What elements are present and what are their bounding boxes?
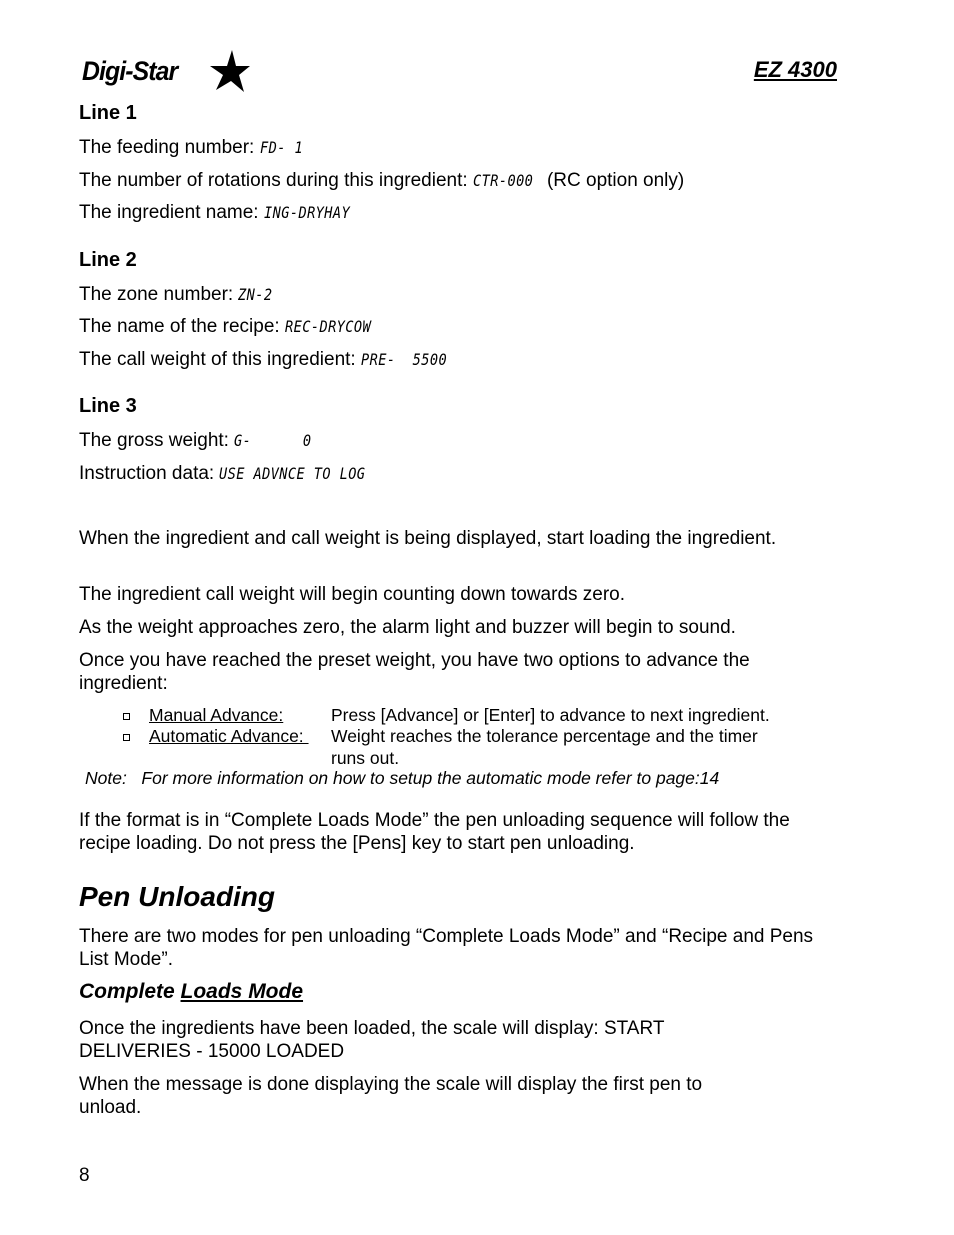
feeding-number-label: The feeding number:	[79, 137, 260, 158]
instruction-data-row	[79, 462, 392, 485]
paragraph-start-loading: When the ingredient and call weight is being displayed, start loading the ingredient.	[79, 528, 777, 549]
option-desc: Press [Advance] or [Enter] to advance to next ingredient.	[331, 705, 770, 725]
complete-loads-mode-heading	[79, 980, 303, 1004]
recipe-name-row	[79, 315, 386, 338]
option-label: Automatic Advance:	[149, 726, 309, 746]
pen-unloading-intro: There are two modes for pen unloading “Complete Loads Mode” and “Recipe and Pens List Mode”.	[79, 926, 814, 970]
page-number: 8	[79, 1165, 90, 1186]
paragraph-complete-loads: If the format is in “Complete Loads Mode” the pen unloading sequence will follow the recipe loading. Do not press the [Pens] key to start pen unloading.	[79, 810, 790, 854]
paragraph-count-down: The ingredient call weight will begin counting down towards zero.	[79, 584, 626, 605]
option-manual-advance	[0, 705, 954, 726]
recipe-name-value: REC-DRYCOW	[284, 317, 372, 336]
call-weight-value: PRE- 5500	[361, 350, 448, 369]
paragraph-advance-options: Once you have reached the preset weight, you have two options to advance the ingredient:	[79, 650, 750, 694]
note-automatic-mode: Note: For more information on how to setup the automatic mode refer to page:14	[85, 768, 720, 788]
zone-number-row	[79, 283, 279, 306]
checkbox-bullet-icon	[123, 734, 130, 741]
ingredient-name-label: The ingredient name:	[79, 202, 264, 223]
option-desc-continued: runs out.	[331, 748, 400, 768]
subheading-underlined: Loads Mode	[180, 980, 304, 1003]
rotations-label: The number of rotations during this ingredient:	[79, 170, 473, 191]
recipe-name-label: The name of the recipe:	[79, 316, 285, 337]
option-desc: Weight reaches the tolerance percentage and the timer	[331, 726, 758, 746]
feeding-number-row	[79, 136, 310, 159]
ingredient-name-value: ING-DRYHAY	[263, 203, 350, 222]
logo-text: Digi-Star	[82, 56, 178, 86]
ingredient-name-row	[79, 201, 365, 224]
paragraph-alarm: As the weight approaches zero, the alarm light and buzzer will begin to sound.	[79, 617, 736, 638]
star-icon	[202, 48, 250, 94]
call-weight-row	[79, 348, 462, 371]
model-title: EZ 4300	[753, 57, 837, 82]
zone-number-label: The zone number:	[79, 284, 239, 305]
option-automatic-advance	[0, 726, 954, 768]
gross-weight-value: G- 0	[234, 431, 312, 450]
call-weight-label: The call weight of this ingredient:	[79, 349, 361, 370]
instruction-data-value: USE ADVNCE TO LOG	[219, 464, 366, 483]
line1-heading: Line 1	[79, 102, 137, 124]
checkbox-bullet-icon	[123, 713, 130, 720]
zone-number-value: ZN-2	[238, 285, 273, 304]
rotations-note: (RC option only)	[546, 170, 685, 191]
feeding-number-value: FD- 1	[259, 138, 303, 157]
rotations-row	[79, 169, 684, 192]
paragraph-first-pen: When the message is done displaying the scale will display the first pen to unload.	[79, 1074, 703, 1118]
gross-weight-label: The gross weight:	[79, 430, 235, 451]
instruction-data-label: Instruction data:	[79, 463, 220, 484]
digi-star-logo	[80, 50, 250, 94]
line2-heading: Line 2	[79, 249, 137, 271]
rotations-value: CTR-000	[472, 171, 534, 190]
line3-heading: Line 3	[79, 395, 137, 417]
pen-unloading-heading: Pen Unloading	[79, 881, 275, 912]
option-label: Manual Advance:	[149, 705, 284, 725]
gross-weight-row	[79, 429, 325, 452]
subheading-part: Complete	[79, 980, 181, 1003]
paragraph-start-deliveries: Once the ingredients have been loaded, the scale will display: START DELIVERIES - 15000 LOADED	[79, 1018, 665, 1062]
